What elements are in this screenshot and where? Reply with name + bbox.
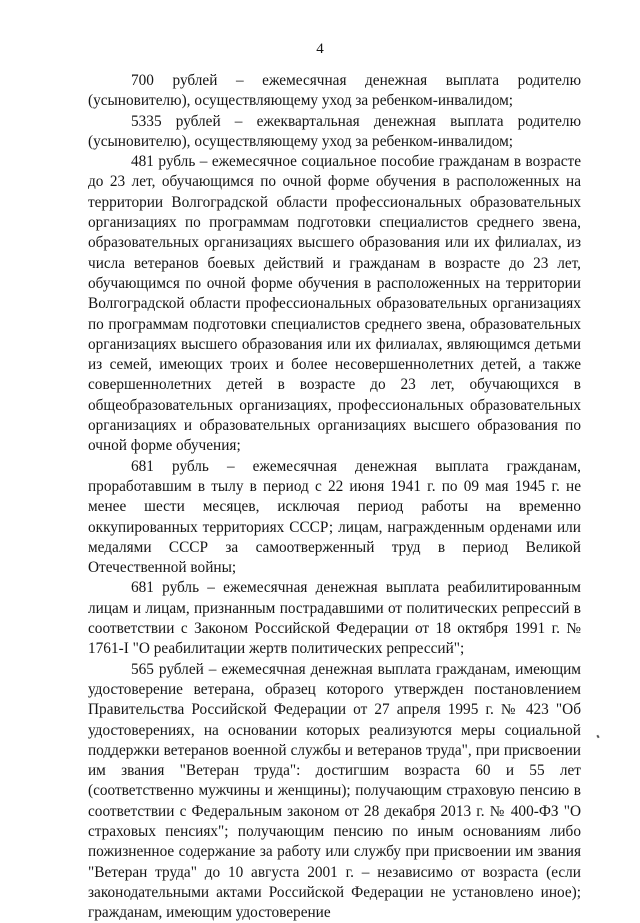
scan-speck [596, 735, 599, 739]
document-body [88, 71, 581, 923]
paragraph-parent-payment: 700 рублей – ежемесячная денежная выплата родителю (усыновителю), осуществляющему уход за ребенком-инвалидом; [88, 72, 581, 110]
paragraph-quarterly-payment: 5335 рублей – ежеквартальная денежная выплата родителю (усыновителю), осуществляющему уход за ребенком-инвалидом; [88, 112, 581, 150]
paragraph-rehabilitated-persons: 681 рубль – ежемесячная денежная выплата реабилитированным лицам и лицам, признанным пострадавшими от политических репрессий в соответствии с Законом Российской Федерации от 18 октября 1991 г. № 1761-I "О реабилитации жертв политических репрессий"; [88, 579, 581, 658]
paragraph-student-allowance: 481 рубль – ежемесячное социальное пособие гражданам в возрасте до 23 лет, обучающимся по очной форме обучения в расположенных на территории Волгоградской области профессиональных образовательных организациях по программам подготовки специалистов среднего звена, образовательных организациях высшего образования или их филиалах, из числа ветеранов боевых действий и гражданам в возрасте до 23 лет, обучающимся по очной форме обучения в расположенных на территории Волгоградской области профессиональных образовательных организациях по программам подготовки специалистов среднего звена, образовательных организациях высшего образования или их филиалах, являющимся детьми из семей, имеющих троих и более несовершеннолетних детей, а также совершеннолетних детей в возрасте до 23 лет, обучающихся в общеобразовательных организациях, профессиональных образовательных организациях и образовательных организациях высшего образования по очной форме обучения; [88, 153, 581, 455]
paragraph-labor-veterans: 565 рублей – ежемесячная денежная выплата гражданам, имеющим удостоверение ветерана, образец которого утвержден постановлением Правительства Российской Федерации от 27 апреля 1995 г. № 423 "Об удостоверениях, на основании которых реализуются меры социальной поддержки ветеранов военной службы и ветеранов труда", при присвоении им звания "Ветеран труда": достигшим возраста 60 и 55 лет (соответственно мужчины и женщины); получающим страховую пенсию в соответствии с Федеральным законом от 28 декабря 2013 г. № 400-ФЗ "О страховых пенсиях"; получающим пенсию по иным основаниям либо пожизненное содержание за работу или службу при присвоении им звания "Ветеран труда" до 10 августа 2001 г. – независимо от возраста (если законодательными актами Российской Федерации не установлено иное); гражданам, имеющим удостоверение [88, 660, 581, 922]
page-number: 4 [316, 41, 324, 57]
paragraph-home-front-workers: 681 рубль – ежемесячная денежная выплата гражданам, проработавшим в тылу в период с 22 июня 1941 г. по 09 мая 1945 г. не менее шести месяцев, исключая период работы на временно оккупированных территориях СССР; лицам, награжденным орденами или медалями СССР за самоотверженный труд в период Великой Отечественной войны; [88, 457, 581, 577]
